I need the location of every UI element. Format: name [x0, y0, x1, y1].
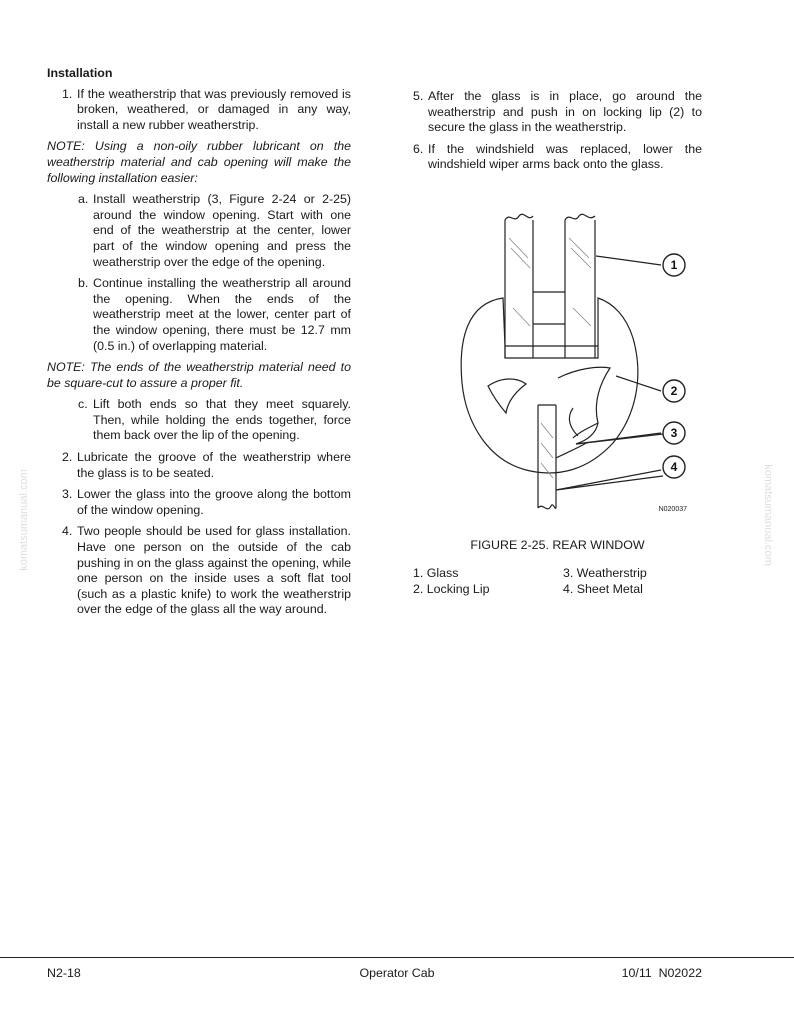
- revision-code: 10/11 N02022: [621, 966, 702, 980]
- footer-rule: [0, 957, 794, 958]
- page-number: N2-18: [47, 966, 81, 980]
- step-number: 5.: [413, 89, 424, 103]
- right-column: [413, 89, 702, 179]
- figure-legend: [413, 566, 703, 597]
- substep-c: [47, 397, 351, 444]
- watermark-left: komatsumanual.com: [18, 469, 30, 571]
- step-4: [47, 524, 351, 618]
- glass-lower: [538, 405, 556, 508]
- figure-caption: FIGURE 2-25. REAR WINDOW: [470, 538, 645, 552]
- step-text: Lower the glass into the groove along the bottom of the window opening.: [77, 487, 351, 517]
- legend-item: 3. Weatherstrip: [563, 566, 647, 580]
- substep-letter: a.: [78, 192, 89, 207]
- callout-4-label: 4: [670, 460, 678, 474]
- substep-text: Install weatherstrip (3, Figure 2-24 or 2-25) around the window opening. Start with one end of the weatherstrip at the center, lower part of the window opening and press the weatherstrip over the edge of the opening.: [93, 192, 351, 269]
- step-number: 6.: [413, 141, 424, 156]
- section-title: Operator Cab: [359, 966, 435, 980]
- step-2: [47, 450, 351, 481]
- substep-b: [47, 276, 351, 354]
- substep-text: Continue installing the weatherstrip all around the opening. When the ends of the weatherstrip meet at the lower, center part of the window opening, there must be 12.7 mm (0.5 in.) of overlapping material.: [93, 276, 351, 353]
- note-square-cut: NOTE: The ends of the weatherstrip material need to be square-cut to assure a proper fit.: [47, 360, 351, 390]
- step-number: 1.: [62, 86, 73, 101]
- step-6: [413, 142, 702, 173]
- callout-1-label: 1: [670, 258, 678, 272]
- callout-2-label: 2: [670, 384, 678, 398]
- figure-code: N020037: [658, 506, 687, 513]
- substep-letter: c.: [78, 397, 88, 412]
- step-number: 4.: [62, 524, 73, 539]
- step-text: After the glass is in place, go around the weatherstrip and push in on locking lip (2) to secure the glass in the weatherstrip.: [428, 89, 702, 135]
- step-5: [413, 89, 702, 136]
- step-number: 2.: [62, 450, 73, 465]
- callout-3-label: 3: [670, 426, 678, 440]
- rear-window-diagram: [448, 208, 698, 523]
- section-heading: Installation: [47, 66, 113, 80]
- watermark-right: komatsumanual.com: [762, 464, 774, 566]
- step-text: Lubricate the groove of the weatherstrip where the glass is to be seated.: [77, 450, 351, 480]
- left-column: [47, 66, 351, 624]
- substep-text: Lift both ends so that they meet squarely. Then, while holding the ends together, force them back over the lip of the opening.: [93, 397, 351, 443]
- step-text: If the windshield was replaced, lower the windshield wiper arms back onto the glass.: [428, 141, 702, 172]
- step-number: 3.: [62, 487, 73, 502]
- substep-a: [47, 192, 351, 270]
- note-lubricant: NOTE: Using a non-oily rubber lubricant on the weatherstrip material and cab opening will make the following installation easier:: [47, 139, 351, 185]
- step-text: If the weatherstrip that was previously removed is broken, weathered, or damaged in any way, install a new rubber weatherstrip.: [77, 86, 351, 132]
- substep-letter: b.: [78, 276, 89, 291]
- step-3: [47, 487, 351, 518]
- legend-item: 4. Sheet Metal: [563, 581, 643, 596]
- legend-item: 1. Glass: [413, 566, 459, 580]
- sheet-metal: [556, 476, 663, 490]
- legend-item: 2. Locking Lip: [413, 581, 490, 596]
- step-text: Two people should be used for glass installation. Have one person on the outside of the cab pushing in on the glass against the opening, while one person on the inside uses a soft flat tool (such as a plastic knife) to work the weatherstrip over the edge of the glass all the way around.: [77, 524, 351, 617]
- step-1: [47, 87, 351, 134]
- locking-lip: [488, 379, 526, 413]
